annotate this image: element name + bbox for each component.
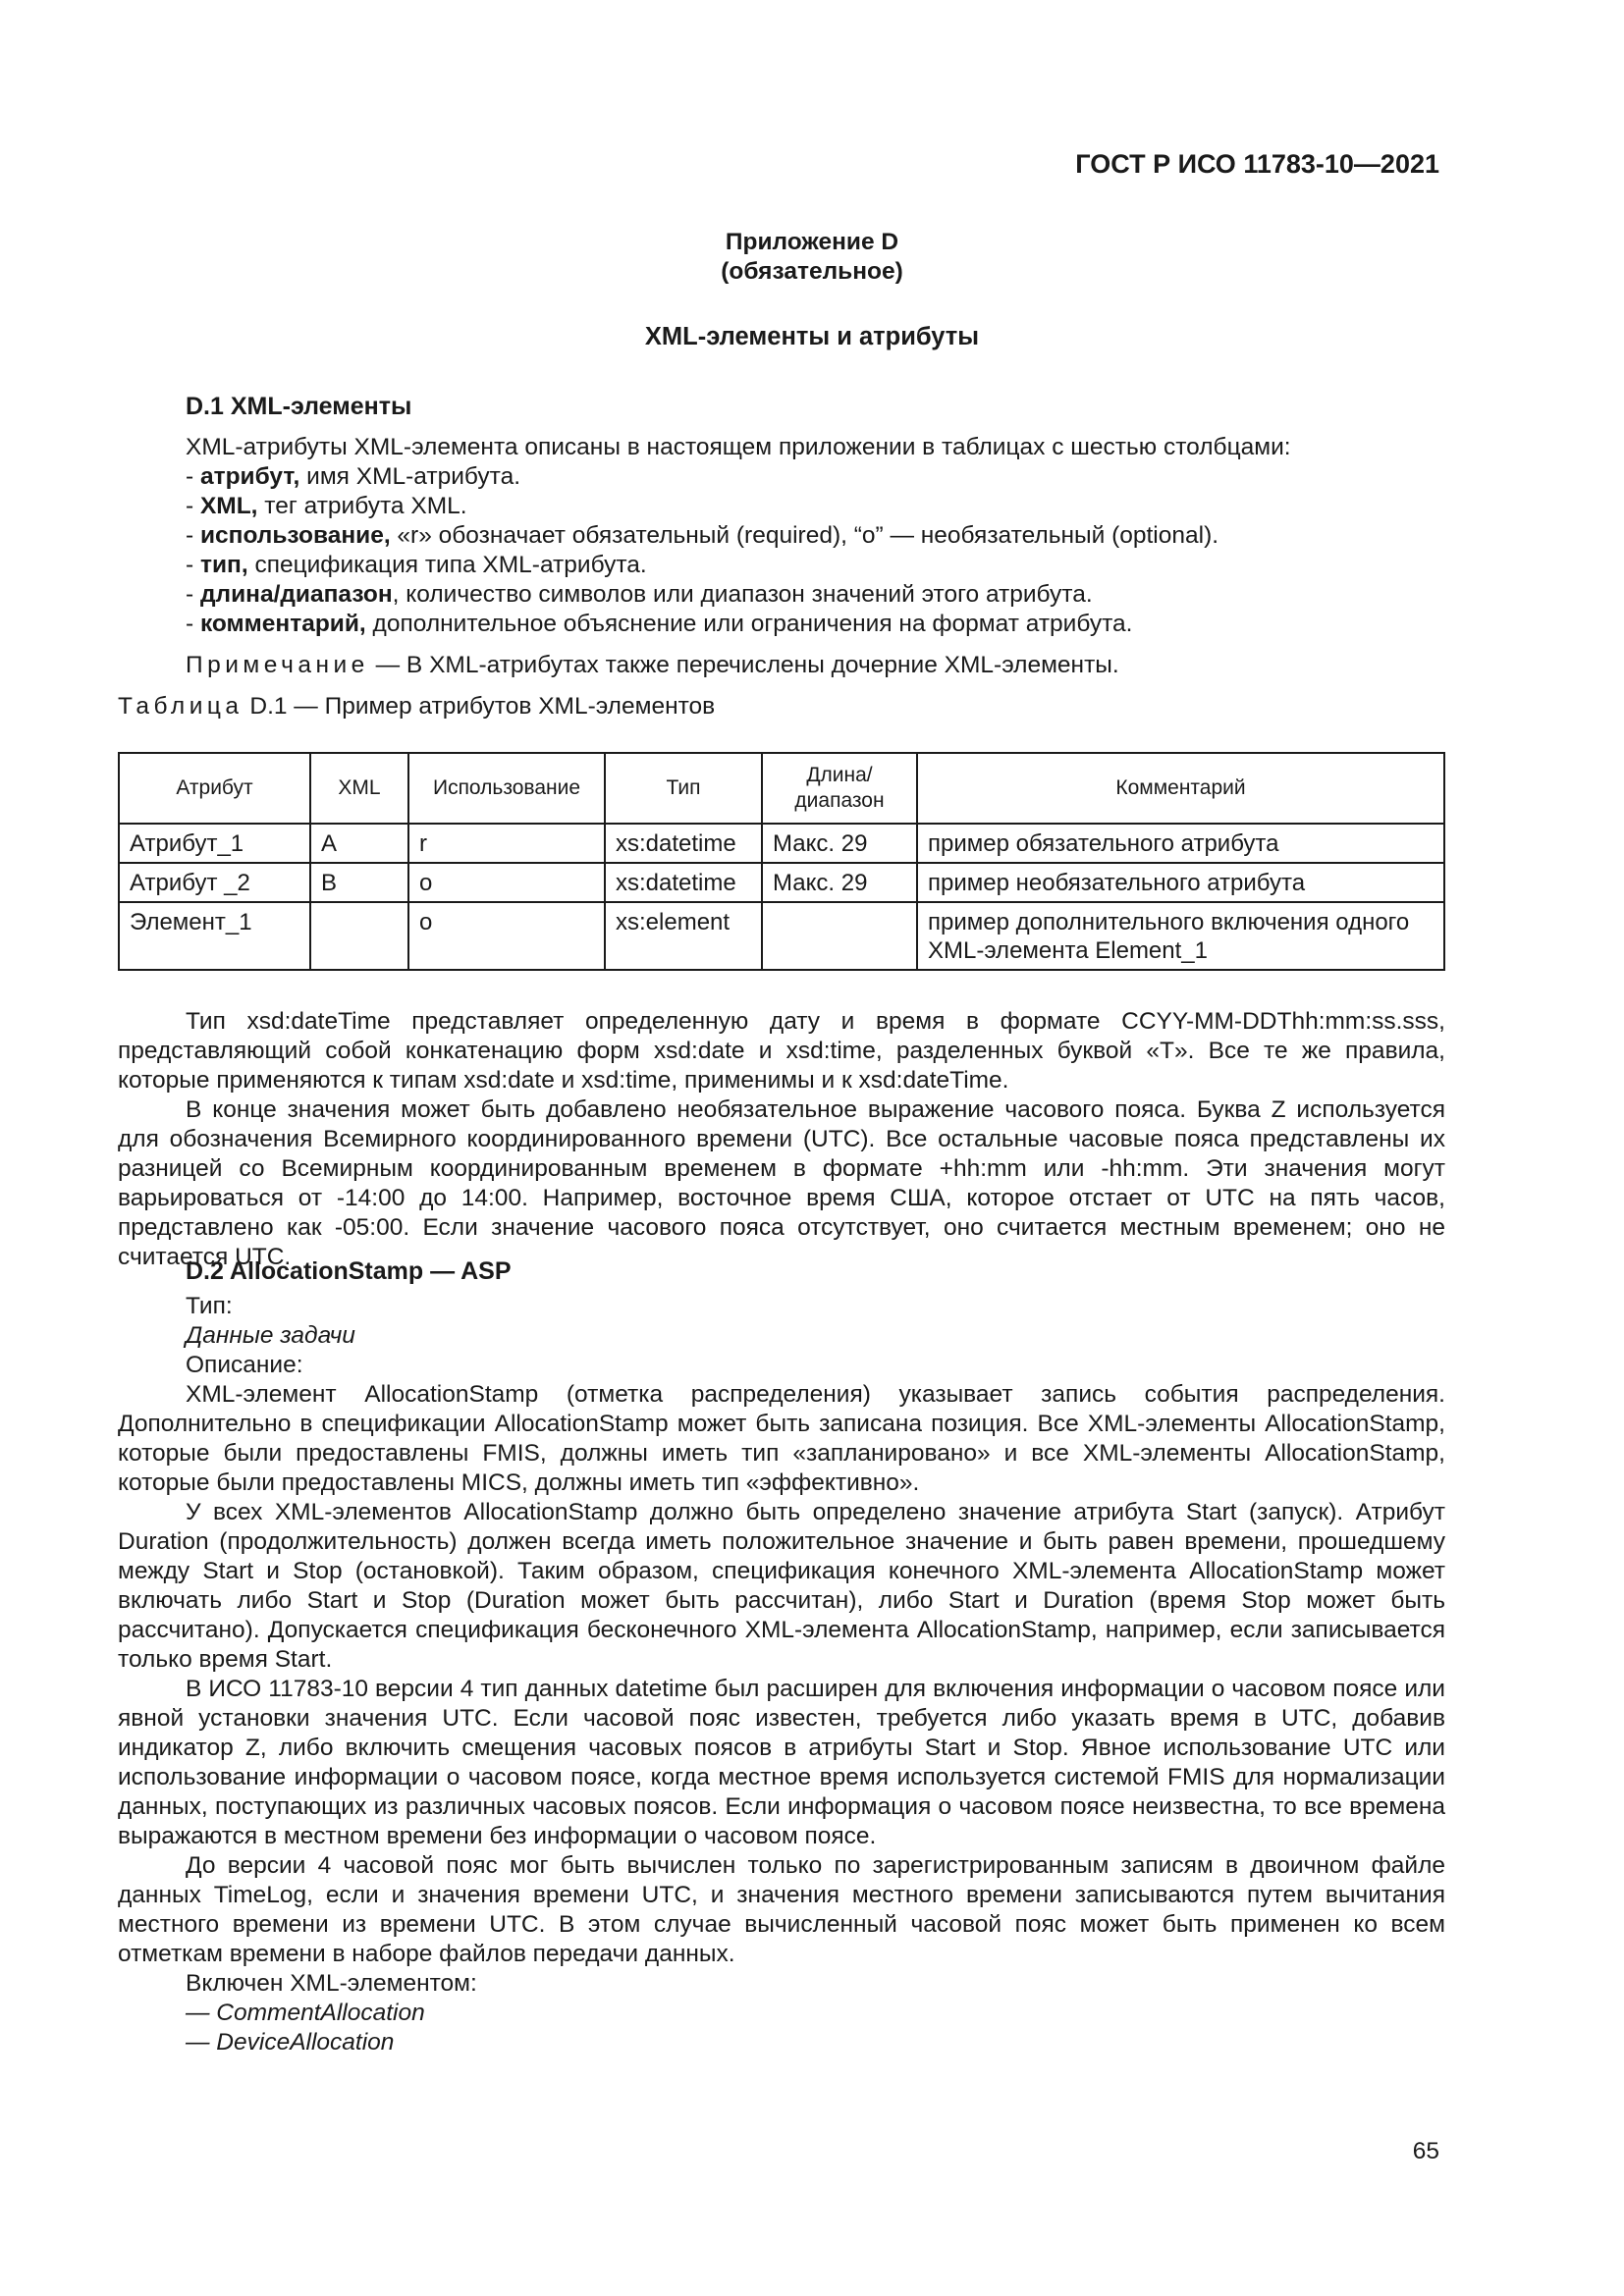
included-element: — CommentAllocation (186, 2000, 425, 2026)
included-element-list (186, 1999, 1445, 2057)
list-item-text: «r» обозначает обязательный (required), “о” — необязательный (optional). (390, 522, 1219, 549)
list-item-term: длина/диапазон (199, 581, 393, 608)
table-caption-text: D.1 — Пример атрибутов XML-элементов (243, 693, 716, 720)
table-cell (310, 902, 408, 970)
table-cell: A (310, 824, 408, 863)
table-body (119, 824, 1444, 970)
table-header-row (119, 753, 1444, 824)
section-d2-heading: D.2 AllocationStamp — ASP (186, 1257, 512, 1285)
table-cell: xs:element (605, 902, 762, 970)
list-item-term: тип, (199, 552, 248, 578)
note-label: Примечание (186, 652, 369, 678)
list-item (186, 521, 1445, 551)
column-definition-list (186, 462, 1445, 639)
list-item-prefix: - (186, 581, 200, 608)
list-item-prefix: - (186, 493, 200, 519)
table-cell: Макс. 29 (762, 824, 917, 863)
annex-status: (обязательное) (721, 258, 903, 285)
table-row (119, 824, 1444, 863)
description-paragraphs (118, 1380, 1445, 1969)
list-item (186, 551, 1445, 580)
included-label: Включен XML-элементом: (186, 1970, 477, 1997)
column-header: Использование (408, 753, 605, 824)
table-cell (762, 902, 917, 970)
description-paragraph: До версии 4 часовой пояс мог быть вычислен только по зарегистрированным записям в двоичном файле данных TimeLog, если и значения времени UTC, и значения местного времени записываются путем вычитания местного времени из времени UTC. В этом случае вычисленный часовой пояс может быть применен ко всем отметкам времени в наборе файлов передачи данных. (118, 1852, 1445, 1967)
table-cell: пример необязательного атрибута (917, 863, 1444, 902)
description-paragraph: XML-элемент AllocationStamp (отметка распределения) указывает запись события распределения. Дополнительно в спецификации AllocationStamp может быть записана позиция. Все XML-элементы AllocationStamp, которые были предоставлены FMIS, должны иметь тип «запланировано» и все XML-элементы AllocationStamp, которые были предоставлены MICS, должны иметь тип «эффективно». (118, 1381, 1445, 1496)
table-row (119, 902, 1444, 970)
list-item-term: комментарий, (199, 611, 366, 637)
table-caption (118, 692, 1445, 721)
note (186, 651, 1445, 680)
section-d2 (118, 1256, 1445, 2057)
list-item-prefix: - (186, 611, 200, 637)
note-text: — В XML-атрибутах также перечислены дочерние XML-элементы. (368, 652, 1119, 678)
included-element: — DeviceAllocation (186, 2029, 395, 2056)
list-item-text: имя XML-атрибута. (299, 463, 521, 490)
section-d1-heading: D.1 XML-элементы (186, 393, 412, 420)
table-cell: Атрибут_1 (119, 824, 310, 863)
list-item-prefix: - (186, 552, 200, 578)
page-number: 65 (1412, 2138, 1439, 2164)
table-cell: Макс. 29 (762, 863, 917, 902)
paragraph-datetime: Тип xsd:dateTime представляет определенную дату и время в формате CCYY-MM-DDThh:mm:ss.sss, представляющий собой конкатенацию форм xsd:date и xsd:time, разделенных буквой «T». Все те же правила, которые применяются к типам xsd:date и xsd:time, применимы и к xsd:dateTime. (118, 1008, 1445, 1094)
list-item (186, 610, 1445, 639)
list-item-term: XML, (199, 493, 258, 519)
attributes-table (118, 752, 1445, 971)
annex-title: Приложение D (725, 229, 899, 255)
list-item (186, 580, 1445, 610)
column-header: Атрибут (119, 753, 310, 824)
description-paragraph: У всех XML-элементов AllocationStamp должно быть определено значение атрибута Start (запуск). Атрибут Duration (продолжительность) должен всегда иметь положительное значение и быть равен времени, прошедшему между Start и Stop (остановкой). Таким образом, спецификация конечного XML-элемента AllocationStamp может включать либо Start и Stop (Duration может быть рассчитан), либо Start и Duration (время Stop может быть рассчитано). Допускается спецификация бесконечного XML-элемента AllocationStamp, например, если записывается только время Start. (118, 1499, 1445, 1673)
table-cell: r (408, 824, 605, 863)
type-label: Тип: (186, 1293, 233, 1319)
type-value: Данные задачи (186, 1322, 355, 1349)
description-label: Описание: (186, 1352, 303, 1378)
column-header: Тип (605, 753, 762, 824)
list-item-text: , количество символов или диапазон значений этого атрибута. (392, 581, 1093, 608)
column-header: XML (310, 753, 408, 824)
table-caption-label: Таблица (118, 693, 244, 720)
table-cell: o (408, 902, 605, 970)
column-header: Длина/ диапазон (762, 753, 917, 824)
list-item-prefix: - (186, 522, 200, 549)
column-header: Комментарий (917, 753, 1444, 824)
table-row (119, 863, 1444, 902)
list-item (186, 492, 1445, 521)
section-d1-intro (118, 392, 1445, 680)
section-d1-intro-text: XML-атрибуты XML-элемента описаны в настоящем приложении в таблицах с шестью столбцами: (186, 434, 1291, 460)
table-cell: xs:datetime (605, 863, 762, 902)
list-item-text: тег атрибута XML. (257, 493, 467, 519)
table-cell: пример дополнительного включения одного XML-элемента Element_1 (917, 902, 1444, 970)
list-item (186, 462, 1445, 492)
table-cell: Элемент_1 (119, 902, 310, 970)
table-cell: B (310, 863, 408, 902)
list-item-text: спецификация типа XML-атрибута. (247, 552, 647, 578)
table-cell: Атрибут _2 (119, 863, 310, 902)
paragraph-timezone: В конце значения может быть добавлено необязательное выражение часового пояса. Буква Z используется для обозначения Всемирного координированного времени (UTC). Все остальные часовые пояса представлены их разницей со Всемирным координированным временем в формате +hh:mm или -hh:mm. Эти значения могут варьироваться от -14:00 до 14:00. Например, восточное время США, которое отстает от UTC на пять часов, представлено как -05:00. Если значение часового пояса отсутствует, оно считается местным временем; оно не считается UTC. (118, 1096, 1445, 1270)
table-cell: xs:datetime (605, 824, 762, 863)
description-paragraph: В ИСО 11783-10 версии 4 тип данных datetime был расширен для включения информации о часовом поясе или явной установки значения UTC. Если часовой пояс известен, требуется либо указать время в UTC, добавив индикатор Z, либо включить смещения часовых поясов в атрибуты Start и Stop. Явное использование UTC или использование информации о часовом поясе, когда местное время используется системой FMIS для нормализации данных, поступающих из различных часовых поясов. Если информация о часовом поясе неизвестна, то все времена выражаются в местном времени без информации о часовом поясе. (118, 1676, 1445, 1849)
section-d1-paragraphs (118, 1007, 1445, 1272)
standard-designation: ГОСТ Р ИСО 11783-10—2021 (1075, 149, 1439, 179)
list-item-term: использование, (199, 522, 391, 549)
list-item-text: дополнительное объяснение или ограничения на формат атрибута. (365, 611, 1133, 637)
table-cell: o (408, 863, 605, 902)
annex-heading: XML-элементы и атрибуты (644, 323, 980, 350)
list-item-term: атрибут, (199, 463, 300, 490)
section-d1 (118, 392, 1445, 721)
list-item-prefix: - (186, 463, 200, 490)
table-cell: пример обязательного атрибута (917, 824, 1444, 863)
